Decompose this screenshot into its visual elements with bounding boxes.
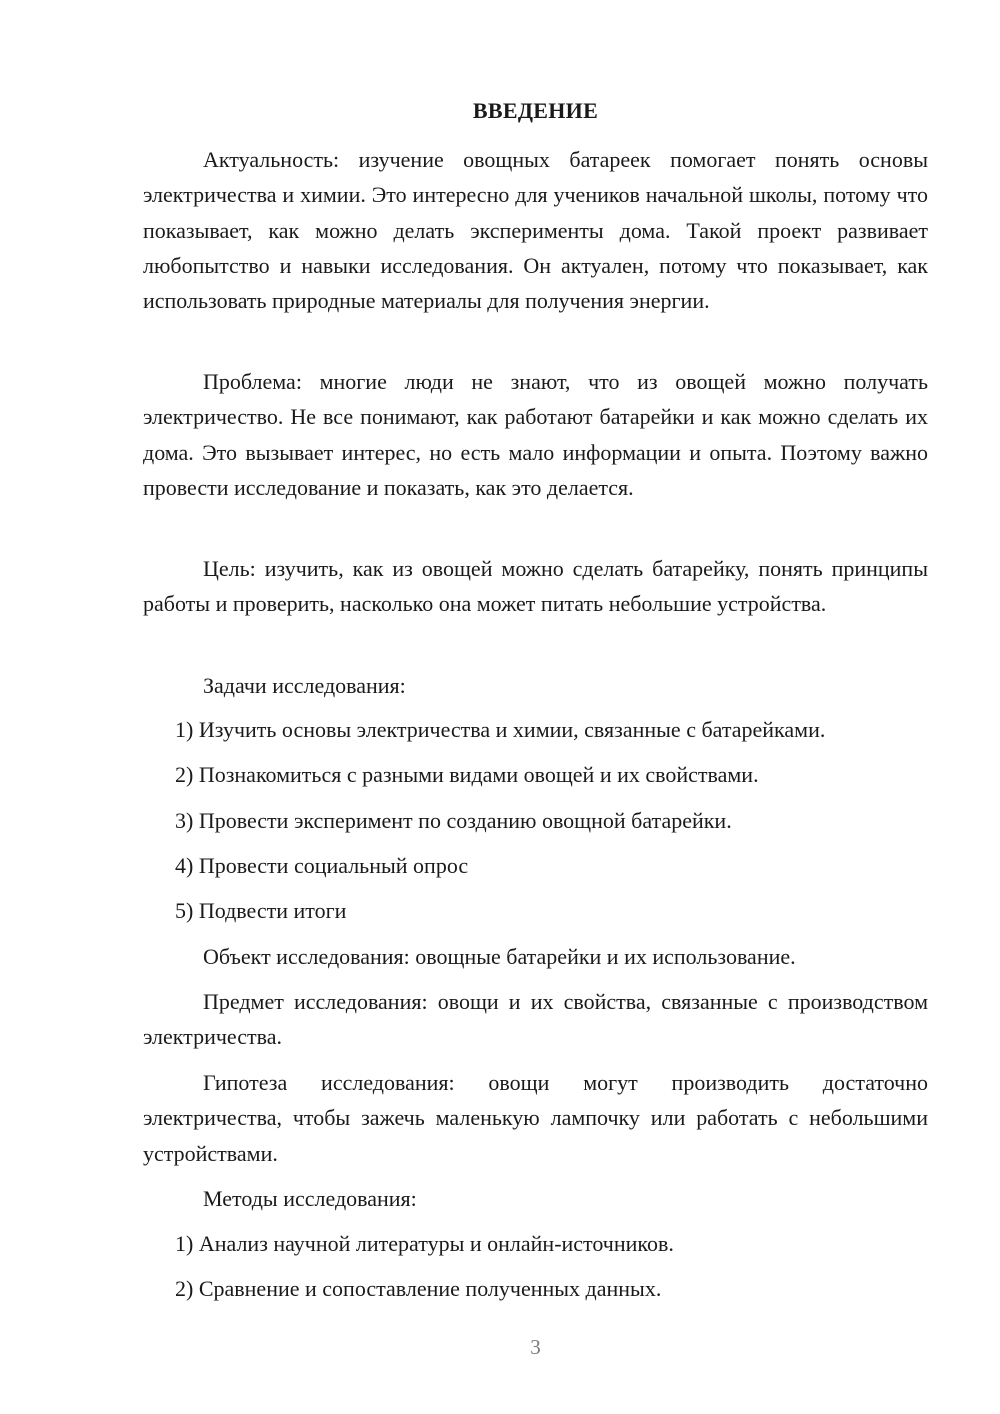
method-item: 1) Анализ научной литературы и онлайн-источников.: [175, 1231, 674, 1256]
task-item: 2) Познакомиться с разными видами овощей и их свойствами.: [175, 762, 759, 787]
object-paragraph: Объект исследования: овощные батарейки и их использование.: [203, 944, 796, 969]
page-number: 3: [530, 1335, 541, 1359]
tasks-heading: Задачи исследования:: [203, 673, 406, 698]
document-page: [143, 0, 928, 1414]
method-item: 2) Сравнение и сопоставление полученных данных.: [175, 1276, 662, 1301]
hypothesis-paragraph: Гипотеза исследования: овощи могут производить достаточно электричества, чтобы зажечь маленькую лампочку или работать с небольшими устройствами.: [143, 1070, 928, 1166]
goal-paragraph: Цель: изучить, как из овощей можно сделать батарейку, понять принципы работы и проверить, насколько она может питать небольшие устройства.: [143, 556, 928, 617]
relevance-paragraph: Актуальность: изучение овощных батареек помогает понять основы электричества и химии. Это интересно для учеников начальной школы, потому что показывает, как можно делать эксперименты дома. Такой проект развивает любопытство и навыки исследования. Он актуален, потому что показывает, как использовать природные материалы для получения энергии.: [143, 147, 928, 314]
section-heading: ВВЕДЕНИЕ: [472, 98, 599, 123]
task-item: 3) Провести эксперимент по созданию овощной батарейки.: [175, 808, 732, 833]
task-item: 1) Изучить основы электричества и химии, связанные с батарейками.: [175, 717, 826, 742]
methods-heading: Методы исследования:: [203, 1186, 417, 1211]
subject-paragraph: Предмет исследования: овощи и их свойства, связанные с производством электричества.: [143, 989, 928, 1050]
task-item: 5) Подвести итоги: [175, 898, 347, 923]
task-item: 4) Провести социальный опрос: [175, 853, 469, 878]
problem-paragraph: Проблема: многие люди не знают, что из овощей можно получать электричество. Не все понимают, как работают батарейки и как можно сделать их дома. Это вызывает интерес, но есть мало информации и опыта. Поэтому важно провести исследование и показать, как это делается.: [143, 369, 928, 500]
